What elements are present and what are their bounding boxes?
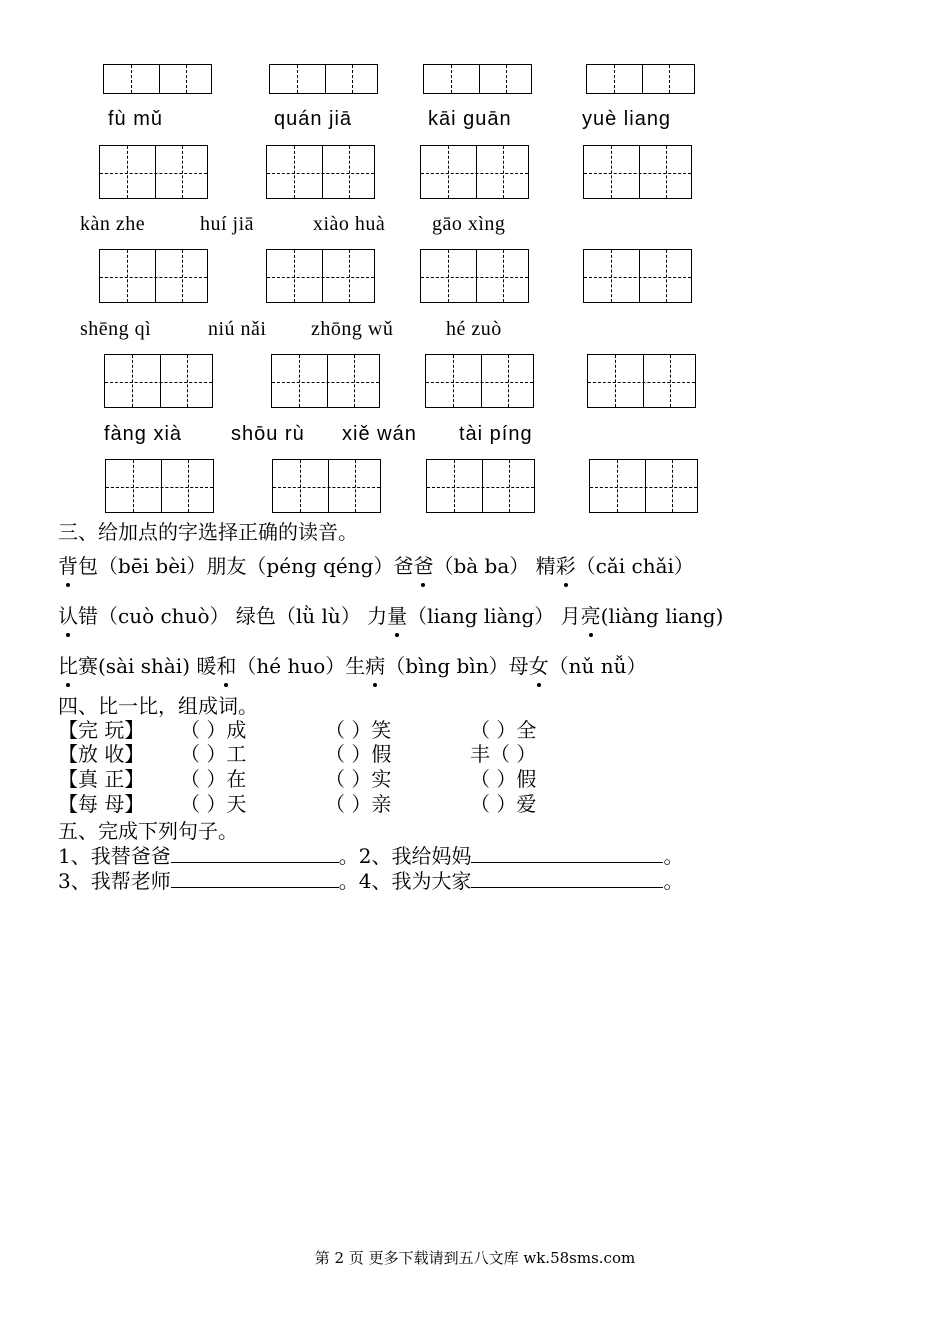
pinyin-4-4: tài píng	[459, 423, 533, 445]
pinyin-3-3: zhōng wǔ	[311, 318, 394, 340]
answer-blank[interactable]	[171, 887, 339, 888]
pinyin-1-3: kāi guān	[428, 108, 512, 130]
tianzi-grid[interactable]	[426, 459, 535, 513]
tianzi-grid[interactable]	[271, 354, 380, 408]
sentence-row-1: 1、我替爸爸 。2、我给妈妈 。	[58, 844, 684, 868]
section3-line-2: 认错（cuò chuò） 绿色（lǜ lù） 力量（liang liàng） 月亮(liàng liang)	[58, 600, 723, 629]
blank-item: （ ）假	[325, 742, 392, 766]
tianzi-grid[interactable]	[583, 145, 692, 199]
pinyin-3-1: shēng qì	[80, 318, 152, 340]
pinyin-1-2: quán jiā	[274, 108, 353, 130]
pinyin-4-1: fàng xià	[104, 423, 183, 445]
pair-label: 【放 收】	[58, 742, 145, 766]
blank-item: （ ）天	[180, 792, 247, 816]
blank-item: （ ）在	[180, 767, 247, 791]
pinyin-2-3: xiào huà	[313, 213, 386, 235]
tianzi-grid[interactable]	[423, 64, 532, 94]
tianzi-grid[interactable]	[103, 64, 212, 94]
pair-label: 【真 正】	[58, 767, 145, 791]
tianzi-grid[interactable]	[99, 145, 208, 199]
blank-item: （ ）笑	[325, 718, 392, 742]
tianzi-grid[interactable]	[99, 249, 208, 303]
tianzi-grid[interactable]	[589, 459, 698, 513]
tianzi-grid[interactable]	[104, 354, 213, 408]
pinyin-4-3: xiě wán	[342, 423, 417, 445]
tianzi-grid[interactable]	[583, 249, 692, 303]
tianzi-grid[interactable]	[105, 459, 214, 513]
tianzi-grid[interactable]	[266, 249, 375, 303]
tianzi-grid[interactable]	[425, 354, 534, 408]
blank-item: （ ）全	[470, 718, 537, 742]
pinyin-1-1: fù mǔ	[108, 108, 164, 130]
pinyin-1-4: yuè liang	[582, 108, 672, 130]
tianzi-grid[interactable]	[269, 64, 378, 94]
answer-blank[interactable]	[471, 887, 663, 888]
tianzi-grid[interactable]	[587, 354, 696, 408]
pinyin-2-4: gāo xìng	[432, 213, 506, 235]
tianzi-grid[interactable]	[420, 249, 529, 303]
pinyin-3-4: hé zuò	[446, 318, 502, 340]
sentence-row-2: 3、我帮老师 。4、我为大家 。	[58, 869, 684, 893]
section4-title: 四、比一比，组成词。	[58, 694, 258, 718]
blank-item: 丰（ ）	[470, 742, 537, 766]
page-footer: 第 2 页 更多下载请到五八文库 wk.58sms.com	[314, 1249, 636, 1267]
pair-label: 【完 玩】	[58, 718, 145, 742]
pinyin-3-2: niú nǎi	[208, 318, 267, 340]
section5-title: 五、完成下列句子。	[58, 819, 238, 843]
blank-item: （ ）实	[325, 767, 392, 791]
pinyin-4-2: shōu rù	[231, 423, 305, 445]
blank-item: （ ）假	[470, 767, 537, 791]
blank-item: （ ）成	[180, 718, 247, 742]
blank-item: （ ）爱	[470, 792, 537, 816]
tianzi-grid[interactable]	[266, 145, 375, 199]
pinyin-2-2: huí jiā	[200, 213, 255, 235]
answer-blank[interactable]	[471, 862, 663, 863]
blank-item: （ ）亲	[325, 792, 392, 816]
pinyin-2-1: kàn zhe	[80, 213, 146, 235]
section3-line-3: 比赛(sài shài) 暖和（hé huo）生病（bìng bìn）母女（nǔ nǚ）	[58, 650, 646, 679]
answer-blank[interactable]	[171, 862, 339, 863]
section3-title: 三、给加点的字选择正确的读音。	[58, 520, 358, 544]
blank-item: （ ）工	[180, 742, 247, 766]
tianzi-grid[interactable]	[586, 64, 695, 94]
pair-label: 【每 母】	[58, 792, 145, 816]
tianzi-grid[interactable]	[420, 145, 529, 199]
section3-line-1: 背包（bēi bèi）朋友（péng qéng）爸爸（bà ba） 精彩（cǎi chǎi）	[58, 550, 694, 579]
tianzi-grid[interactable]	[272, 459, 381, 513]
